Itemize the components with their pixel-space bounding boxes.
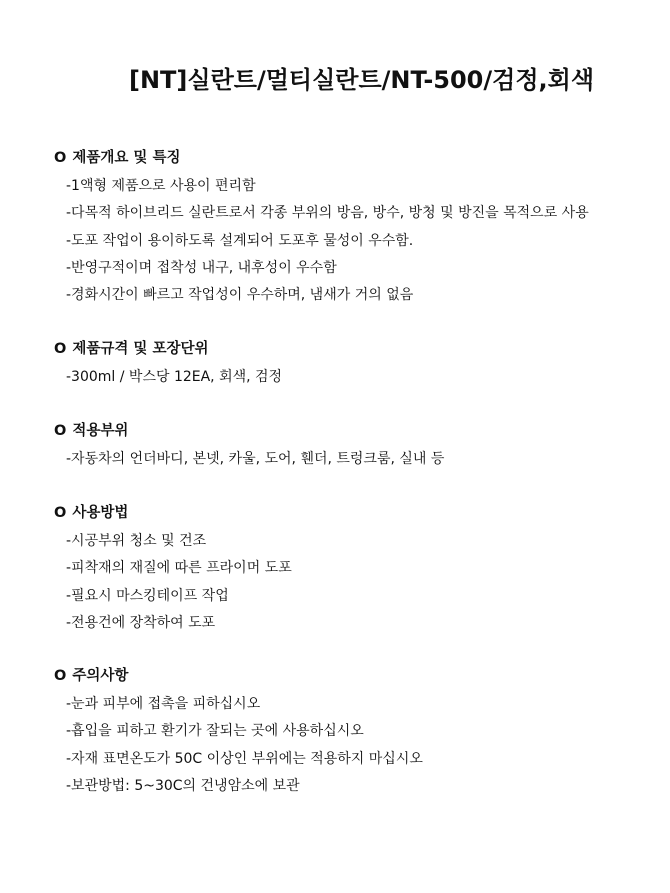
list-item: -보관방법: 5~30C의 건냉암소에 보관	[66, 777, 300, 794]
list-item: -흡입을 피하고 환기가 잘되는 곳에 사용하십시오	[66, 723, 364, 740]
section-usage	[54, 503, 292, 637]
section-heading-text: 주의사항	[72, 668, 129, 684]
section-heading	[54, 421, 444, 441]
section-marker: O	[54, 423, 67, 439]
list-item: -자재 표면온도가 50C 이상인 부위에는 적용하지 마십시오	[66, 750, 423, 767]
list-item: -시공부위 청소 및 건조	[66, 533, 207, 549]
section-application-areas	[54, 421, 444, 473]
section-heading	[54, 666, 423, 686]
section-heading	[54, 339, 282, 359]
section-marker: O	[54, 505, 67, 521]
list-item: -전용건에 장착하여 도포	[66, 614, 216, 631]
list-item: -도포 작업이 용이하도록 설계되어 도포후 물성이 우수함.	[66, 232, 414, 249]
section-heading-text: 적용부위	[72, 423, 129, 439]
list-item: -다목적 하이브리드 실란트로서 각종 부위의 방음, 방수, 방청 및 방진을 목적으로 사용	[66, 205, 589, 222]
page-title: [NT]실란트/멀티실란트/NT-500/검정,회색	[129, 66, 595, 94]
section-precautions	[54, 666, 423, 800]
section-heading-text: 제품규격 및 포장단위	[72, 341, 209, 357]
list-item: -1액형 제품으로 사용이 편리함	[66, 178, 256, 194]
list-item: -자동차의 언더바디, 본넷, 카울, 도어, 휀더, 트렁크룸, 실내 등	[66, 451, 445, 467]
list-item: -필요시 마스킹테이프 작업	[66, 587, 229, 604]
list-item: -300ml / 박스당 12EA, 회색, 검정	[66, 369, 283, 385]
section-heading	[54, 148, 589, 168]
section-heading-text: 사용방법	[72, 505, 129, 521]
section-heading-text: 제품개요 및 특징	[72, 150, 181, 166]
list-item: -눈과 피부에 접촉을 피하십시오	[66, 696, 261, 712]
list-item: -반영구적이며 접착성 내구, 내후성이 우수함	[66, 259, 337, 276]
section-marker: O	[54, 150, 67, 166]
section-product-overview	[54, 148, 589, 309]
section-marker: O	[54, 668, 67, 684]
section-specs-packaging	[54, 339, 282, 391]
section-marker: O	[54, 341, 67, 357]
list-item: -경화시간이 빠르고 작업성이 우수하며, 냄새가 거의 없음	[66, 287, 414, 304]
list-item: -피착재의 재질에 따른 프라이머 도포	[66, 560, 292, 577]
section-heading	[54, 503, 292, 523]
